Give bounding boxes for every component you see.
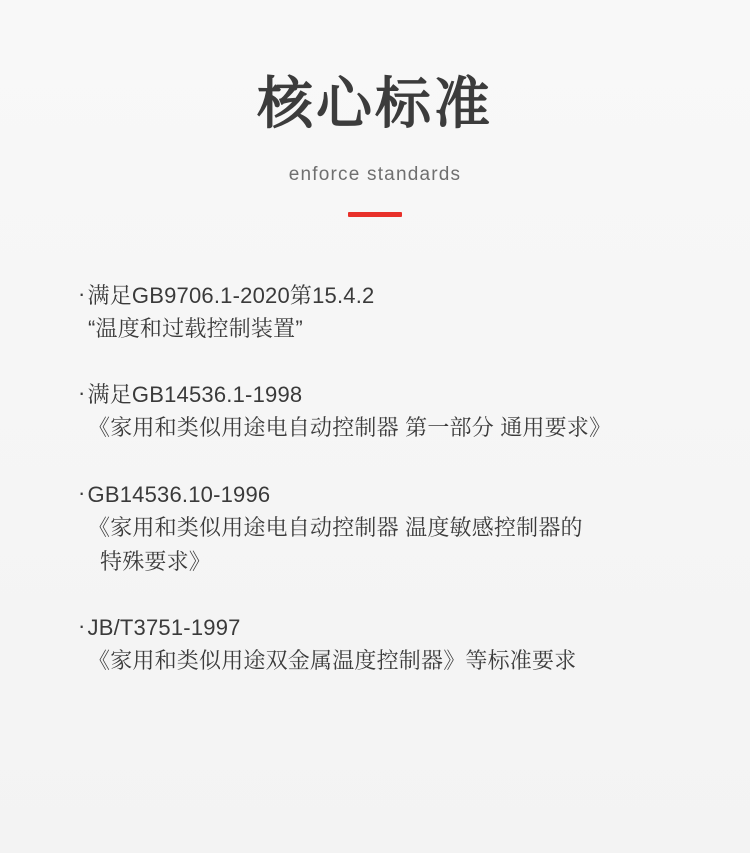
standard-heading-text: 满足GB9706.1-2020第15.4.2 bbox=[87, 283, 375, 309]
bullet-icon: · bbox=[78, 281, 86, 307]
list-item bbox=[78, 378, 672, 445]
standard-detail-line: 《家用和类似用途电自动控制器 温度敏感控制器的 bbox=[88, 514, 583, 540]
standards-list bbox=[0, 279, 750, 677]
page-header bbox=[0, 0, 750, 217]
list-item bbox=[78, 279, 672, 346]
standard-heading bbox=[78, 279, 672, 312]
standard-heading bbox=[78, 611, 672, 644]
bullet-icon: · bbox=[78, 380, 86, 406]
standard-heading bbox=[78, 378, 672, 411]
standard-heading bbox=[78, 478, 672, 511]
bullet-icon: · bbox=[78, 479, 86, 505]
standard-detail-line: 特殊要求》 bbox=[100, 548, 212, 574]
standard-detail-line: 《家用和类似用途电自动控制器 第一部分 通用要求》 bbox=[88, 415, 612, 441]
standard-detail-line: “温度和过载控制装置” bbox=[88, 316, 303, 342]
bullet-icon: · bbox=[78, 612, 86, 638]
standard-heading-text: 满足GB14536.1-1998 bbox=[87, 382, 303, 408]
list-item bbox=[78, 478, 672, 579]
page-title: 核心标准 bbox=[257, 72, 493, 135]
page-subtitle: enforce standards bbox=[288, 164, 462, 186]
standard-heading-text: JB/T3751-1997 bbox=[87, 614, 241, 640]
list-item bbox=[78, 611, 672, 678]
standard-detail-line: 《家用和类似用途双金属温度控制器》等标准要求 bbox=[88, 647, 577, 673]
accent-divider bbox=[348, 212, 402, 217]
standard-heading-text: GB14536.10-1996 bbox=[87, 481, 271, 507]
